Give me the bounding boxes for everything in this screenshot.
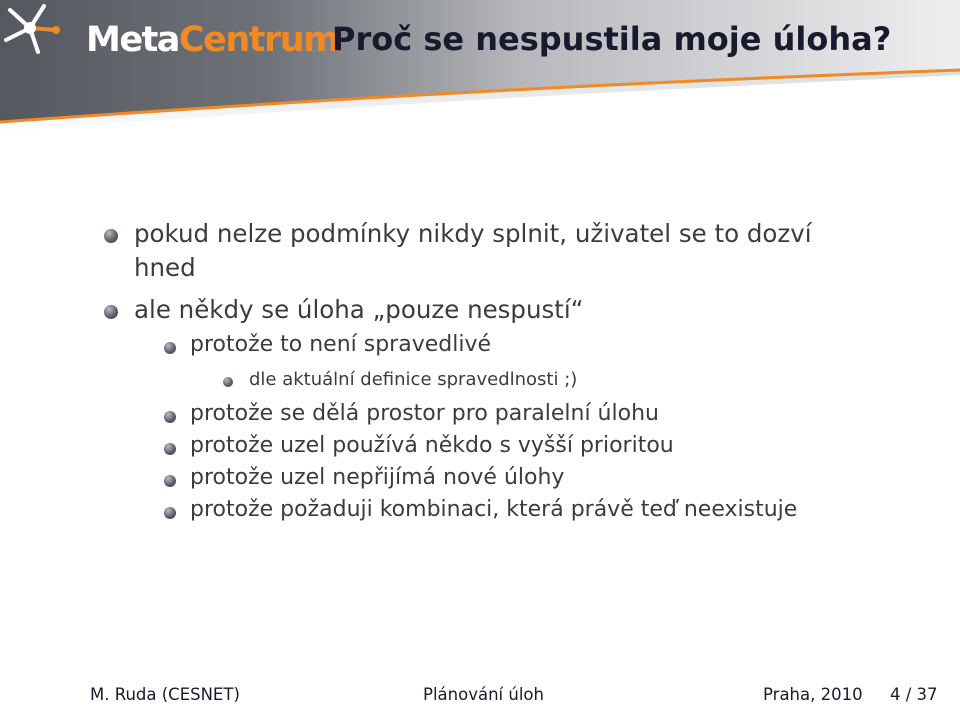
sub-list-item: protože to není spravedlivé [190, 332, 492, 357]
list-item: ale někdy se úloha „pouze nespustí“ [134, 295, 584, 324]
sub-bullet-icon [164, 411, 176, 423]
sub-list-item: protože uzel používá někdo s vyšší prioritou [190, 433, 674, 458]
footer-page-number: 4 / 37 [890, 685, 938, 704]
logo-centrum-text: Centrum [178, 20, 339, 60]
sub-bullet-icon [164, 443, 176, 455]
metacentrum-logo-icon [0, 0, 62, 58]
sub-list-item: protože uzel nepřijímá nové úlohy [190, 465, 565, 490]
metacentrum-logo [86, 20, 338, 60]
sub-sub-list-item: dle aktuální definice spravedlnosti ;) [249, 369, 578, 390]
slide-header [0, 0, 960, 135]
footer-place-date: Praha, 2010 [763, 685, 863, 704]
logo-meta-text: Meta [86, 20, 179, 60]
sub-list-item: protože požaduji kombinaci, která právě teď neexistuje [190, 497, 798, 522]
footer-topic: Plánování úloh [423, 685, 544, 704]
slide-title: Proč se nespustila moje úloha? [332, 20, 892, 58]
bullet-icon [104, 229, 118, 243]
sub-sub-bullet-icon [223, 377, 233, 387]
sub-bullet-icon [164, 507, 176, 519]
bullet-icon [104, 305, 118, 319]
sub-bullet-icon [164, 475, 176, 487]
slide-footer [0, 683, 960, 707]
footer-author: M. Ruda (CESNET) [90, 685, 240, 704]
sub-list-item: protože se dělá prostor pro paralelní úlohu [190, 401, 659, 426]
sub-bullet-icon [164, 342, 176, 354]
list-item: pokud nelze podmínky nikdy splnit, uživatel se to dozví [134, 219, 812, 248]
list-item-continuation: hned [134, 253, 196, 282]
